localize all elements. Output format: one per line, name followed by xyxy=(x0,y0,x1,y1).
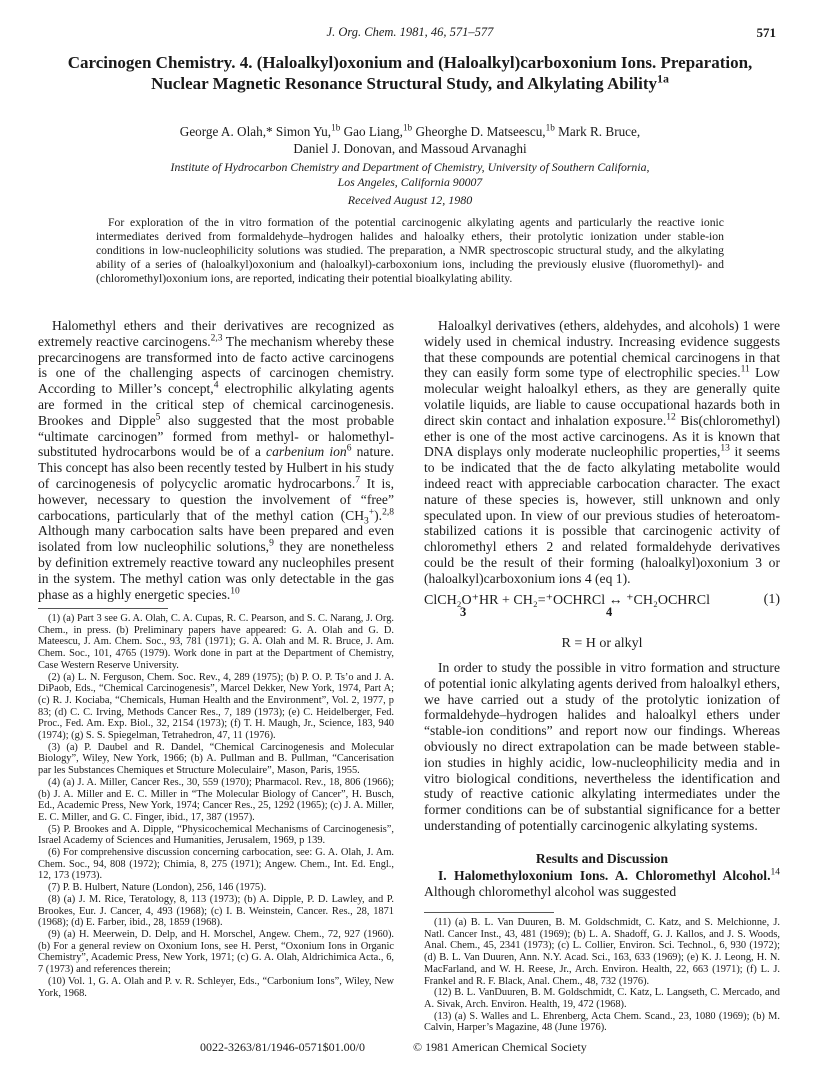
running-header: J. Org. Chem. 1981, 46, 571–577 xyxy=(326,25,494,39)
subsection-heading: I. Halomethyloxonium Ions. A. Chloromethyl Alcohol. xyxy=(438,868,771,883)
footnote: (8) (a) J. M. Rice, Teratology, 8, 113 (1973); (b) A. Dipple, P. D. Lawley, and P. Brookes, Eur. J. Cancer, 4, 493 (1968); (c) I. B. Weinstein, Cancer. Res., 28, 1871 (1968); (d) E. Farber, ibid., 28, 1859 (1968). xyxy=(38,893,394,929)
footnote: (10) Vol. 1, G. A. Olah and P. v. R. Schleyer, Eds., “Carbonium Ions”, Wiley, New York, 1968. xyxy=(38,975,394,999)
footnote: (7) P. B. Hulbert, Nature (London), 256, 146 (1975). xyxy=(48,882,267,894)
body-text: they are nonetheless by definition extremely reactive toward any nucleophiles present in the system. The methyl cation was only detectable in the gas phase as a highly energetic species. xyxy=(38,539,394,602)
affiliation-line-1: Institute of Hydrocarbon Chemistry and Department of Chemistry, University of Southern California, xyxy=(170,160,650,174)
subscript: 3 xyxy=(364,516,369,527)
right-column-body xyxy=(424,318,780,587)
footnote: (9) (a) H. Meerwein, D. Delp, and H. Morschel, Angew. Chem., 72, 927 (1960). (b) For a general review on Oxonium Ions, see H. Perst, “Oxonium Ions in Organic Chemistry”, Academic Press, New York, 1971; (c) G. A. Olah, Aldrichimica Acta., 6, 7 (1973) and references therein; xyxy=(38,928,394,976)
footnote: (11) (a) B. L. Van Duuren, B. M. Goldschmidt, C. Katz, and S. Melchionne, J. Natl. Cancer Inst., 43, 481 (1969); (b) L. A. Shadoff, G. J. Kallos, and J. S. Woods, Anal. Chem., 45, 2341 (1973); (c) L. Collier, Environ. Sci. Technol., 6, 930 (1972); (d) B. L. Van Duuren, Ann. N.Y. Acad. Sci., 163, 633 (1969); (e) K. J. Leong, H. N. MacFarland, and W. H. Reese, Jr., Arch. Environ. Health, 22, 663 (1971); (f) L. J. Frankel and R. F. Black, Anal. Chem., 48, 732 (1976). xyxy=(424,917,780,987)
author-line-2: Daniel J. Donovan, and Massoud Arvanaghi xyxy=(293,141,527,156)
ref-mark: 4 xyxy=(213,380,219,391)
footnotes-right xyxy=(424,912,780,1034)
author-group: Gheorghe D. Matseescu, xyxy=(412,124,546,139)
footnote-rule xyxy=(424,912,554,913)
body-text: also suggested that the most probable “ultimate carcinogen” formed from methyl- or halomethyl-substituted hydrocarbons would be of a xyxy=(38,412,394,460)
article-title xyxy=(60,52,760,94)
body-text: It is, however, necessary to question the involvement of “free” carbocations, particularly that of the methyl cation (CH xyxy=(38,475,394,523)
footnotes-left xyxy=(38,608,394,999)
author-group: Mark R. Bruce, xyxy=(554,124,641,139)
footnote: (3) (a) P. Daubel and R. Dandel, “Chemical Carcinogenesis and Molecular Biology”, Wiley, New York, 1966; (b) A. Pullman and B. Pullman, “Cancerisation par les Substances Chemiques et Structure Moleculaire”, Mason, Paris, 1955. xyxy=(38,741,394,777)
author-group: Gao Liang, xyxy=(340,124,403,139)
title-footnote-mark: 1a xyxy=(657,71,669,86)
right-column-paragraph-2: In order to study the possible in vitro formation and structure of potential ionic alkylating agents derived from haloalkyl ethers, we have carried out a study of the protolytic ionization of formaldehyde–hydrogen halides and haloalkyl ethers under “stable-ion conditions” and report now our findings. Whereas obviously no direct extrapolation can be made between stable-ion studies in highly acidic, low-nucleophilicity media and in vitro biological conditions, nevertheless the identification and study of reactive cationic alkylating intermediates under the former conditions can be of substantial significance for a better understanding of potentially carcinogenic alkylating systems. xyxy=(424,660,780,833)
equation-definition: R = H or alkyl xyxy=(561,636,643,651)
footer-copyright: © 1981 American Chemical Society xyxy=(413,1040,587,1054)
received-date: Received August 12, 1980 xyxy=(347,193,473,207)
author-list xyxy=(80,123,740,157)
footnote: (12) B. L. VanDuuren, B. M. Goldschmidt, C. Katz, L. Langseth, C. Mercado, and A. Sivak, Arch. Environ. Health, 19, 472 (1968). xyxy=(424,987,780,1010)
body-text: Halomethyl ethers and their derivatives are recognized as extremely reactive carcinogens. xyxy=(38,318,394,349)
equation-row xyxy=(424,592,780,608)
ref-mark: 10 xyxy=(230,586,240,597)
ref-mark: 2,3 xyxy=(210,333,223,344)
footnote: (1) (a) Part 3 see G. A. Olah, C. A. Cupas, R. C. Pearson, and S. C. Narang, J. Org. Chem., in press. (b) Preliminary papers have appeared: G. A. Olah and G. D. Mateescu, J. Am. Chem. Soc., 93, 781 (1971); G. A. Olah and M. R. Bruce, J. Am. Chem. Soc., 101, 4765 (1979). Work done in part at the Department of Chemistry, Case Western Reserve University. xyxy=(38,613,394,671)
compound-label-3: 3 xyxy=(460,605,467,619)
page-number: 571 xyxy=(756,25,776,40)
body-italic: carbenium ion xyxy=(266,444,347,460)
ref-mark: 7 xyxy=(355,475,361,486)
ref-mark: 11 xyxy=(740,364,750,375)
footnote-rule xyxy=(38,608,168,609)
author-mark: 1b xyxy=(545,122,555,133)
body-text: The mechanism whereby these precarcinogens are transformed into de facto active carcinogens is one of the challenging aspects of carcinogen chemistry. According to Miller’s concept, xyxy=(38,333,394,397)
body-text: Low molecular weight haloalkyl ethers, as they are generally quite volatile liquids, are liable to cause occupational hazards both in direct skin contact and inhalation exposure. xyxy=(424,365,780,428)
body-text: ). xyxy=(374,507,383,523)
abstract: For exploration of the in vitro formation of the potential carcinogenic alkylating agents and particularly the reactive ionic intermediates derived from formaldehyde–hydrogen halides and haloalky ethers, their protolytic ionization under stable-ion conditions in low-nucleophilicity solutions was studied. The preparation, a NMR spectroscopic structural study, and the alkylating ability of a series of (haloalkyl)oxonium and (haloalkyl)-carboxonium ions, including the previously elusive (fluoromethyl)- and (chloromethyl)oxonium ions, are reported, indicating their potential bioalkylating ability. xyxy=(96,216,724,285)
ref-mark: 13 xyxy=(720,443,730,454)
equation-1 xyxy=(424,592,780,619)
footnote: (13) (a) S. Walles and L. Ehrenberg, Acta Chem. Scand., 23, 1080 (1969); (b) M. Calvin, Harper’s Magazine, 48 (June 1976). xyxy=(424,1010,780,1034)
author-group: George A. Olah,* Simon Yu, xyxy=(179,124,332,139)
subsection-start xyxy=(424,868,780,900)
equation-expression: ClCH₂O⁺HR + CH₂=⁺OCHRCl ↔ ⁺CH₂OCHRCl xyxy=(424,593,710,608)
ref-mark: 9 xyxy=(269,538,274,549)
author-mark: 1b xyxy=(402,122,413,133)
left-column-body xyxy=(38,318,394,602)
footer-code: 0022-3263/81/1946-0571$01.00/0 xyxy=(200,1040,365,1054)
superscript: + xyxy=(368,507,375,518)
ref-mark: 6 xyxy=(346,443,352,454)
body-text: nature. This concept has also been recently tested by Hulbert in his study of carcinogenesis of polycyclic aromatic hydrocarbons. xyxy=(38,444,394,491)
footnote: (6) For comprehensive discussion concerning carbocation, see: G. A. Olah, J. Am. Chem. Soc., 94, 808 (1972); Chimia, 8, 275 (1971); Angew. Chem., Int. Ed. Engl., 12, 173 (1973). xyxy=(38,847,394,882)
section-heading: Results and Discussion xyxy=(535,851,669,866)
body-text: Haloalkyl derivatives (ethers, aldehydes, and alcohols) 1 were widely used in chemical industry. Increasing evidence suggests that these compounds are potential chemical carcinogens in that they can easily form some type of electrophilic species. xyxy=(424,318,780,381)
footnote: (2) (a) L. N. Ferguson, Chem. Soc. Rev., 4, 289 (1975); (b) P. O. P. Ts’o and J. A. DiPaob, Eds., “Chemical Carcinogenesis”, Marcel Dekker, New York, 1974, Part A; (c) R. J. Kociaba, “Chemicals, Human Health and the Environment”, Vol. 2, 1977, p 83; (d) C. C. Irving, Methods Cancer Res., 7, 189 (1973); (e) C. Heidelberger, Fed. Proc., Fed. Am. Exp. Biol., 32, 2154 (1973); (f) T. H. Maugh, Jr., Science, 183, 940 (1974); (g) S. S. Spiegelman, Tetrahedron, 47, 11 (1976). xyxy=(38,671,394,742)
compound-label-4: 4 xyxy=(606,605,613,619)
body-text: Although chloromethyl alcohol was suggested xyxy=(424,883,677,899)
ref-mark: 5 xyxy=(155,412,161,423)
body-text: electrophilic alkylating agents are formed in the critical step of chemical carcinogenesis. Brookes and Dipple xyxy=(38,381,394,428)
affiliation xyxy=(80,160,740,189)
body-text: it seems to be indicated that the de facto alkylating metabolite would indeed react with appreciable carbocation character. The exact nature of these species is, however, still unknown and only speculated upon. In view of our previous studies of heteroatom-stabilized cations it is possible that carcinogenic activity of chloromethyl ethers 2 and related formaldehyde derivatives could be the result of their forming (haloalkyl)oxonium 3 or (haloalkyl)carboxonium ions 4 (eq 1). xyxy=(424,444,780,586)
body-text: Although many carbocation salts have been prepared and even isolated from low nucleophilic solutions, xyxy=(38,523,394,555)
ref-mark: 14 xyxy=(770,867,780,878)
author-mark: 1b xyxy=(331,122,341,133)
body-text: Bis(chloromethyl) ether is one of the most active carcinogens. As it is known that DNA displays only moderate nucleophilic properties, xyxy=(424,412,780,460)
equation-number: (1) xyxy=(763,592,780,607)
affiliation-line-2: Los Angeles, California 90007 xyxy=(337,174,483,189)
footnote: (5) P. Brookes and A. Dipple, “Physicochemical Mechanisms of Carcinogenesis”, Israel Academy of Sciences and Humanities, Jerusalem, 1969, p 139. xyxy=(38,823,394,847)
footnote: (4) (a) J. A. Miller, Cancer Res., 30, 559 (1970); Pharmacol. Rev., 18, 806 (1966); (b) J. A. Miller and E. C. Miller in “The Molecular Biology of Cancer”, H. Busch, Ed., Academic Press, New York, 1974; Cancer Res., 25, 1292 (1965); (c) J. A. Miller, E. C. Miller, and G. C. Finger, ibid., 17, 387 (1957). xyxy=(38,776,394,823)
title-text: Carcinogen Chemistry. 4. (Haloalkyl)oxonium and (Haloalkyl)carboxonium Ions. Preparation, Nuclear Magnetic Resonance Structural Study, and Alkylating Ability xyxy=(67,53,753,93)
ref-mark: 12 xyxy=(666,412,676,423)
ref-mark: 2,8 xyxy=(382,507,394,518)
